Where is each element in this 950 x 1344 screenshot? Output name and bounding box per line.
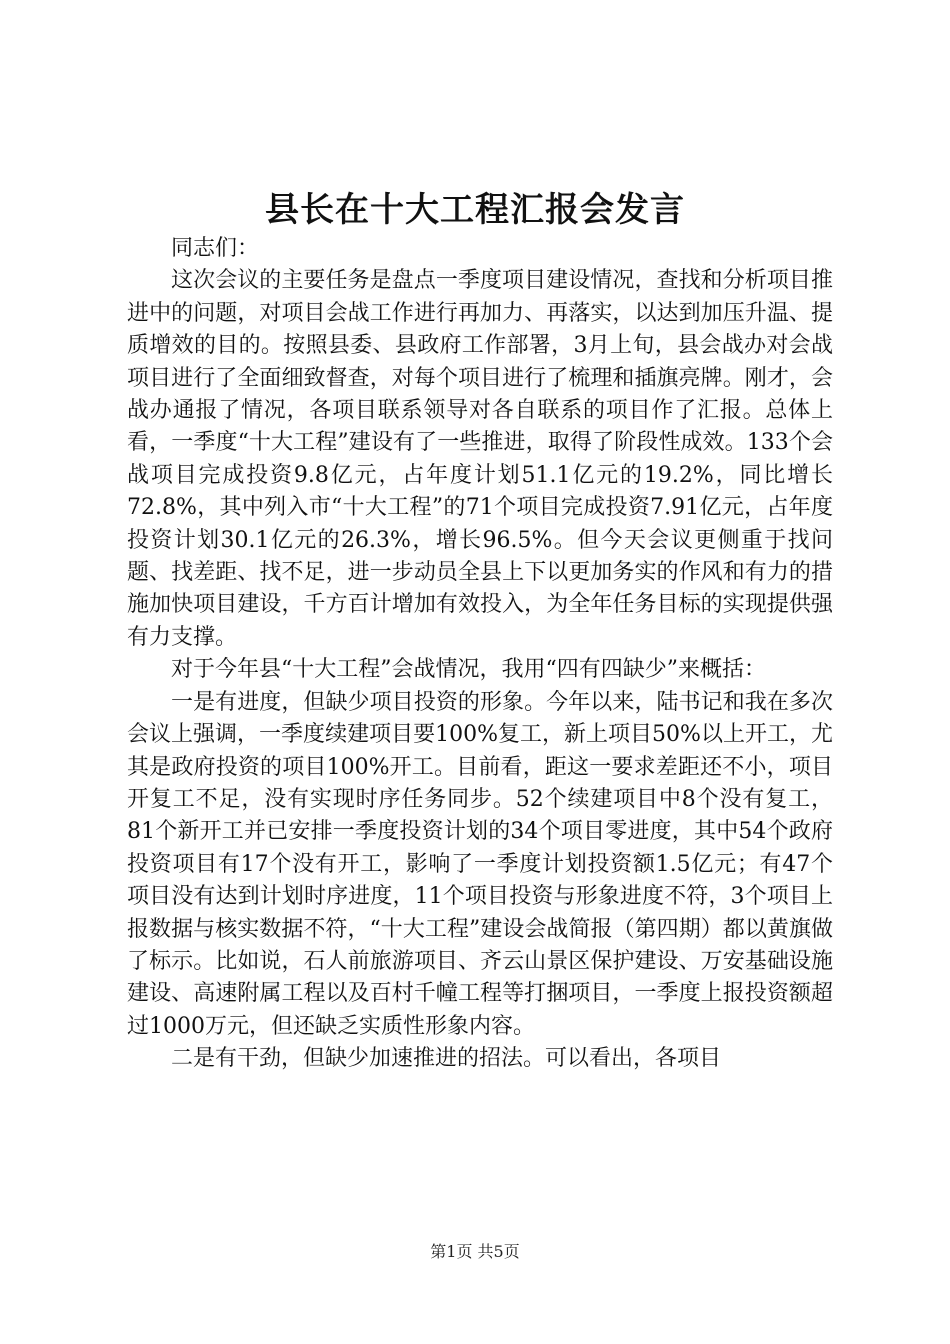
document-title: 县长在十大工程汇报会发言	[265, 190, 685, 230]
document-body	[127, 233, 833, 1076]
paragraph: 对于今年县“十大工程”会战情况，我用“四有四缺少”来概括：	[171, 657, 766, 683]
paragraph: 二是有干劲，但缺少加速推进的招法。可以看出，各项目	[171, 1046, 722, 1072]
salutation: 同志们：	[171, 236, 260, 261]
paragraph: 一是有进度，但缺少项目投资的形象。今年以来，陆书记和我在多次会议上强调，一季度续建项目要100%复工，新上项目50%以上开工，尤其是政府投资的项目100%开工。目前看，距这一要求差距还不小，项目开复工不足，没有实现时序任务同步。52个续建项目中8个没有复工，81个新开工并已安排一季度投资计划的34个项目零进度，其中54个政府投资项目有17个没有开工，影响了一季度计划投资额1.5亿元；有47个项目没有达到计划时序进度，11个项目投资与形象进度不符，3个项目上报数据与核实数据不符，“十大工程”建设会战简报（第四期）都以黄旗做了标示。比如说，石人前旅游项目、齐云山景区保护建设、万安基础设施建设、高速附属工程以及百村千幢工程等打捆项目，一季度上报投资额超过1000万元，但还缺乏实质性形象内容。	[127, 689, 833, 1039]
paragraph: 这次会议的主要任务是盘点一季度项目建设情况，查找和分析项目推进中的问题，对项目会战工作进行再加力、再落实，以达到加压升温、提质增效的目的。按照县委、县政府工作部署，3月上旬，县会战办对会战项目进行了全面细致督查，对每个项目进行了梳理和插旗亮牌。刚才，会战办通报了情况，各项目联系领导对各自联系的项目作了汇报。总体上看，一季度“十大工程”建设有了一些推进，取得了阶段性成效。133个会战项目完成投资9.8亿元，占年度计划51.1亿元的19.2%，同比增长72.8%，其中列入市“十大工程”的71个项目完成投资7.91亿元，占年度投资计划30.1亿元的26.3%，增长96.5%。但今天会议更侧重于找问题、找差距、找不足，进一步动员全县上下以更加务实的作风和有力的措施加快项目建设，千方百计增加有效投入，为全年任务目标的实现提供强有力支撑。	[127, 268, 833, 650]
page-indicator: 第1页 共5页	[430, 1242, 520, 1261]
